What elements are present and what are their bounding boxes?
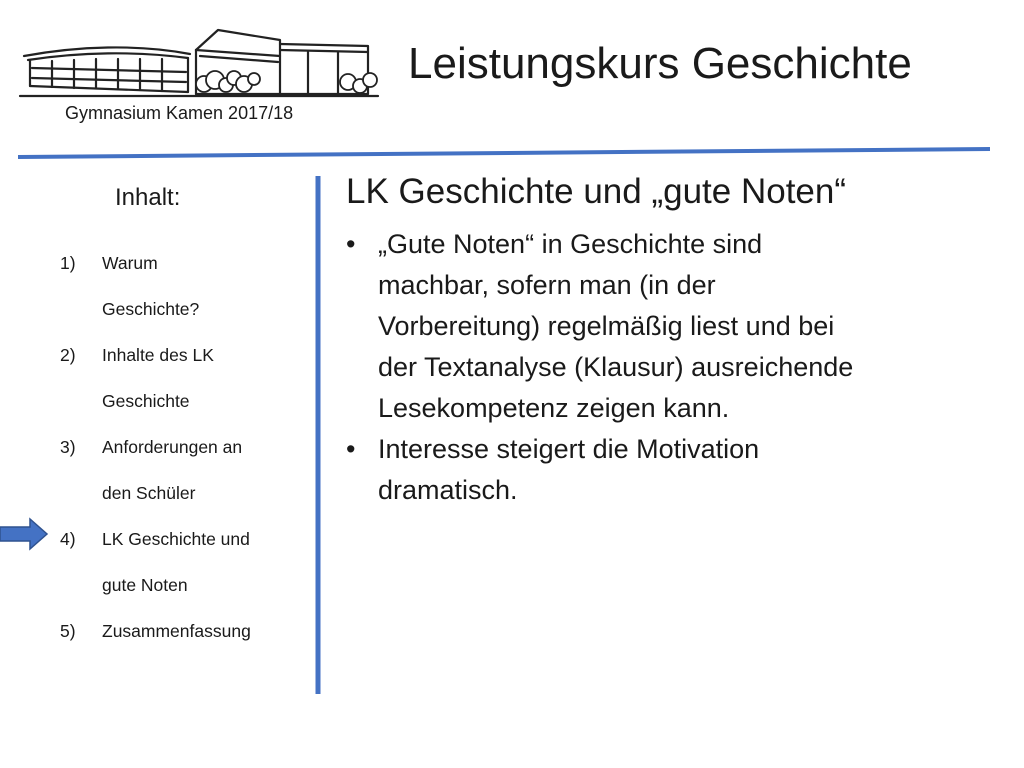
bullet-text: dramatisch. [378, 475, 518, 505]
toc-item-label: Warum [102, 253, 158, 273]
toc-item-current [60, 516, 310, 608]
slide-title: Leistungskurs Geschichte [408, 39, 912, 88]
column-divider [314, 176, 322, 694]
bullet-text: Vorbereitung) regelmäßig liest und bei [378, 311, 835, 341]
toc-item [60, 240, 310, 332]
toc-item [60, 608, 310, 654]
toc-item-number: 4) [60, 529, 76, 549]
bullet-text: „Gute Noten“ in Geschichte sind [378, 229, 763, 259]
toc-heading: Inhalt: [115, 184, 181, 211]
bullet-text: machbar, sofern man (in der [378, 270, 716, 300]
toc-item-number: 5) [60, 621, 76, 641]
bullet-text: Lesekompetenz zeigen kann. [378, 393, 730, 423]
toc-item-number: 1) [60, 253, 76, 273]
toc-item-label: den Schüler [102, 483, 196, 503]
header-rule [18, 146, 990, 160]
toc-list [60, 240, 310, 654]
school-label: Gymnasium Kamen 2017/18 [65, 103, 294, 123]
toc-item-number: 2) [60, 345, 76, 365]
toc-item-label: Geschichte [102, 391, 190, 411]
bullet-list [340, 224, 950, 511]
bullet-item [340, 224, 950, 429]
toc-item-number: 3) [60, 437, 76, 457]
toc-item [60, 332, 310, 424]
bullet-marker: • [346, 229, 356, 259]
toc-item-label: Inhalte des LK [102, 345, 214, 365]
bullet-marker: • [346, 434, 356, 464]
toc-item [60, 424, 310, 516]
toc-item-label: Zusammenfassung [102, 621, 251, 641]
toc-item-label: LK Geschichte und [102, 529, 250, 549]
toc-item-label: gute Noten [102, 575, 188, 595]
content-title: LK Geschichte und „gute Noten“ [346, 172, 847, 211]
school-logo [18, 20, 380, 102]
bullet-text: der Textanalyse (Klausur) ausreichende [378, 352, 854, 382]
toc-item-label: Geschichte? [102, 299, 200, 319]
arrow-right-icon [0, 516, 50, 552]
bullet-text: Interesse steigert die Motivation [378, 434, 760, 464]
bullet-item [340, 429, 950, 511]
toc-item-label: Anforderungen an [102, 437, 243, 457]
